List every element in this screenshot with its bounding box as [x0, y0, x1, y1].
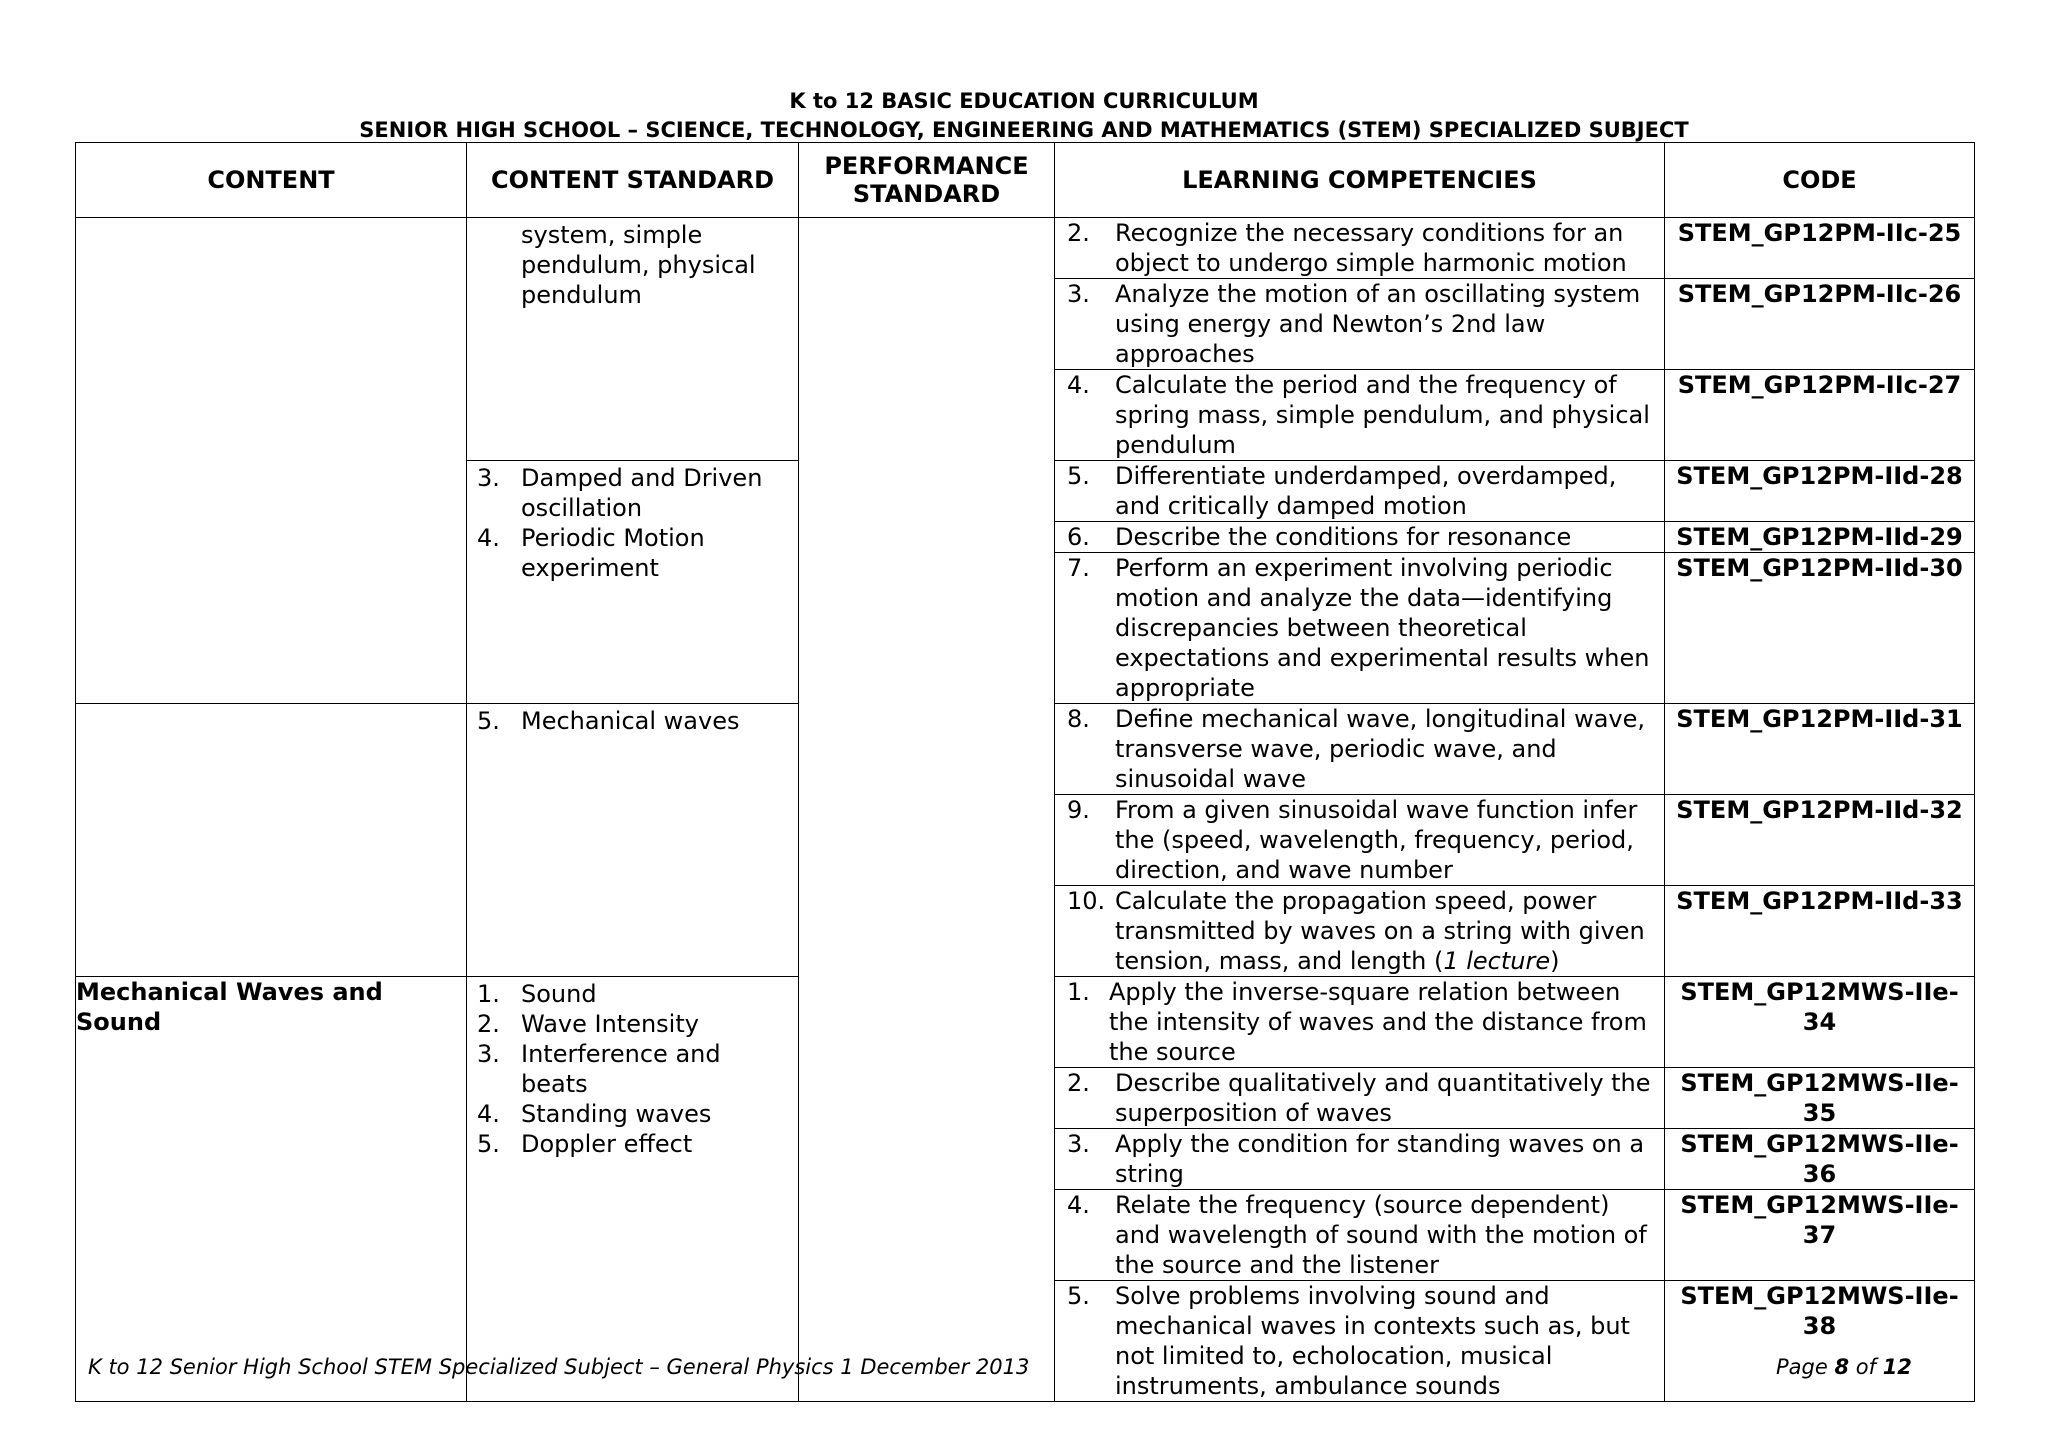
content-standard-cell [467, 977, 799, 1402]
code-cell: STEM_GP12MWS-IIe-35 [1665, 1068, 1975, 1129]
competency-number: 4. [1067, 1191, 1090, 1219]
code-cell: STEM_GP12PM-IId-28 [1665, 461, 1975, 522]
list-item: 4. Periodic Motion experiment [477, 524, 705, 582]
content-standard-list [467, 977, 798, 1161]
list-item: 4. Standing waves [477, 1100, 712, 1128]
content-standard-list [467, 461, 798, 585]
competency-cell [1055, 218, 1665, 279]
competency-cell [1055, 279, 1665, 370]
competency-number: 5. [1067, 462, 1090, 490]
competency-cell [1055, 522, 1665, 553]
competency-cell [1055, 1190, 1665, 1281]
competency-number: 3. [1067, 280, 1090, 308]
code-cell: STEM_GP12PM-IId-29 [1665, 522, 1975, 553]
competency-number: 7. [1067, 554, 1090, 582]
content-cell-empty [76, 704, 467, 977]
table-header-row [76, 143, 1975, 218]
footer-document-info: K to 12 Senior High School STEM Specialized Subject – General Physics 1 December 2013 [88, 1355, 1030, 1379]
competency-text: Calculate the period and the frequency of spring mass, simple pendulum, and physical pendulum [1115, 371, 1650, 459]
code-cell: STEM_GP12PM-IId-33 [1665, 886, 1975, 977]
competency-number: 6. [1067, 523, 1090, 551]
competency-cell [1055, 1281, 1665, 1402]
competency-text: Analyze the motion of an oscillating system using energy and Newton’s 2nd law approaches [1115, 280, 1641, 368]
code-cell: STEM_GP12MWS-IIe-38 [1665, 1281, 1975, 1402]
code-cell: STEM_GP12PM-IIc-27 [1665, 370, 1975, 461]
code-cell: STEM_GP12MWS-IIe-36 [1665, 1129, 1975, 1190]
list-item: 5. Mechanical waves [477, 707, 740, 735]
column-header-content-standard: CONTENT STANDARD [467, 143, 799, 218]
competency-cell [1055, 553, 1665, 704]
competency-cell [1055, 1068, 1665, 1129]
competency-number: 5. [1067, 1282, 1090, 1310]
competency-text: Calculate the propagation speed, power transmitted by waves on a string with given tension, mass, and length ( [1115, 887, 1645, 975]
footer-page-number: Page 8 of 12 [1776, 1355, 1912, 1379]
competency-text: Describe the conditions for resonance [1115, 523, 1572, 551]
content-standard-cell [467, 704, 799, 977]
code-cell: STEM_GP12PM-IId-32 [1665, 795, 1975, 886]
content-cell-mechanical-waves-and-sound: Mechanical Waves and Sound [76, 977, 467, 1402]
competency-text: Perform an experiment involving periodic motion and analyze the data—identifying discrepancies between theoretical expectations and experimental results when appropriate [1115, 554, 1650, 702]
competency-number: 8. [1067, 705, 1090, 733]
column-header-content: CONTENT [76, 143, 467, 218]
competency-text: Recognize the necessary conditions for an object to undergo simple harmonic motion [1115, 219, 1627, 277]
list-item: 3. Damped and Driven oscillation [477, 464, 763, 522]
competency-cell [1055, 461, 1665, 522]
content-standard-cell [467, 461, 799, 704]
competency-text: Define mechanical wave, longitudinal wave, transverse wave, periodic wave, and sinusoidal wave [1115, 705, 1646, 793]
code-cell: STEM_GP12PM-IId-31 [1665, 704, 1975, 795]
code-cell: STEM_GP12PM-IIc-26 [1665, 279, 1975, 370]
document-subtitle: SENIOR HIGH SCHOOL – SCIENCE, TECHNOLOGY, ENGINEERING AND MATHEMATICS (STEM) SPECIALIZED SUBJECT [359, 118, 1689, 142]
content-standard-cell [467, 218, 799, 461]
competency-text: From a given sinusoidal wave function infer the (speed, wavelength, frequency, period, direction, and wave number [1115, 796, 1638, 884]
curriculum-table [75, 142, 1975, 1402]
table-row [76, 218, 1975, 279]
column-header-performance-standard: PERFORMANCE STANDARD [799, 143, 1055, 218]
code-cell: STEM_GP12MWS-IIe-37 [1665, 1190, 1975, 1281]
competency-cell [1055, 370, 1665, 461]
list-item: 3. Interference and beats [477, 1040, 721, 1098]
competency-cell [1055, 977, 1665, 1068]
competency-cell: 10. Calculate the propagation speed, power transmitted by waves on a string with given tension, mass, and length (1 lecture) [1055, 886, 1665, 977]
list-item: 2. Wave Intensity [477, 1010, 699, 1038]
code-cell: STEM_GP12PM-IIc-25 [1665, 218, 1975, 279]
code-cell: STEM_GP12MWS-IIe-34 [1665, 977, 1975, 1068]
performance-standard-cell [799, 218, 1055, 1402]
competency-text: Differentiate underdamped, overdamped, and critically damped motion [1115, 462, 1617, 520]
competency-number: 2. [1067, 1069, 1090, 1097]
competency-text: Apply the condition for standing waves on a string [1115, 1130, 1645, 1188]
competency-number: 4. [1067, 371, 1090, 399]
content-cell-empty [76, 218, 467, 704]
code-cell: STEM_GP12PM-IId-30 [1665, 553, 1975, 704]
competency-number: 3. [1067, 1130, 1090, 1158]
list-item: 1. Sound [477, 980, 597, 1008]
document-title: K to 12 BASIC EDUCATION CURRICULUM [789, 89, 1259, 113]
column-header-code: CODE [1665, 143, 1975, 218]
competency-text: Relate the frequency (source dependent) and wavelength of sound with the motion of the source and the listener [1115, 1191, 1647, 1279]
competency-number: 1. [1067, 978, 1090, 1006]
competency-text: Describe qualitatively and quantitatively the superposition of waves [1115, 1069, 1651, 1127]
content-standard-list [467, 704, 798, 738]
competency-text: Apply the inverse-square relation between the intensity of waves and the distance from the source [1109, 978, 1647, 1066]
list-item: 5. Doppler effect [477, 1130, 693, 1158]
competency-number: 9. [1067, 796, 1090, 824]
competency-text-italic: 1 lecture [1443, 947, 1551, 975]
content-standard-text: system, simple pendulum, physical pendulum [521, 221, 756, 309]
competency-number: 2. [1067, 219, 1090, 247]
competency-text: Solve problems involving sound and mechanical waves in contexts such as, but not limited to, echolocation, musical instruments, ambulance sounds [1115, 1282, 1630, 1400]
column-header-learning-competencies: LEARNING COMPETENCIES [1055, 143, 1665, 218]
competency-number: 10. [1067, 887, 1106, 915]
competency-cell [1055, 1129, 1665, 1190]
competency-cell [1055, 704, 1665, 795]
competency-cell [1055, 795, 1665, 886]
